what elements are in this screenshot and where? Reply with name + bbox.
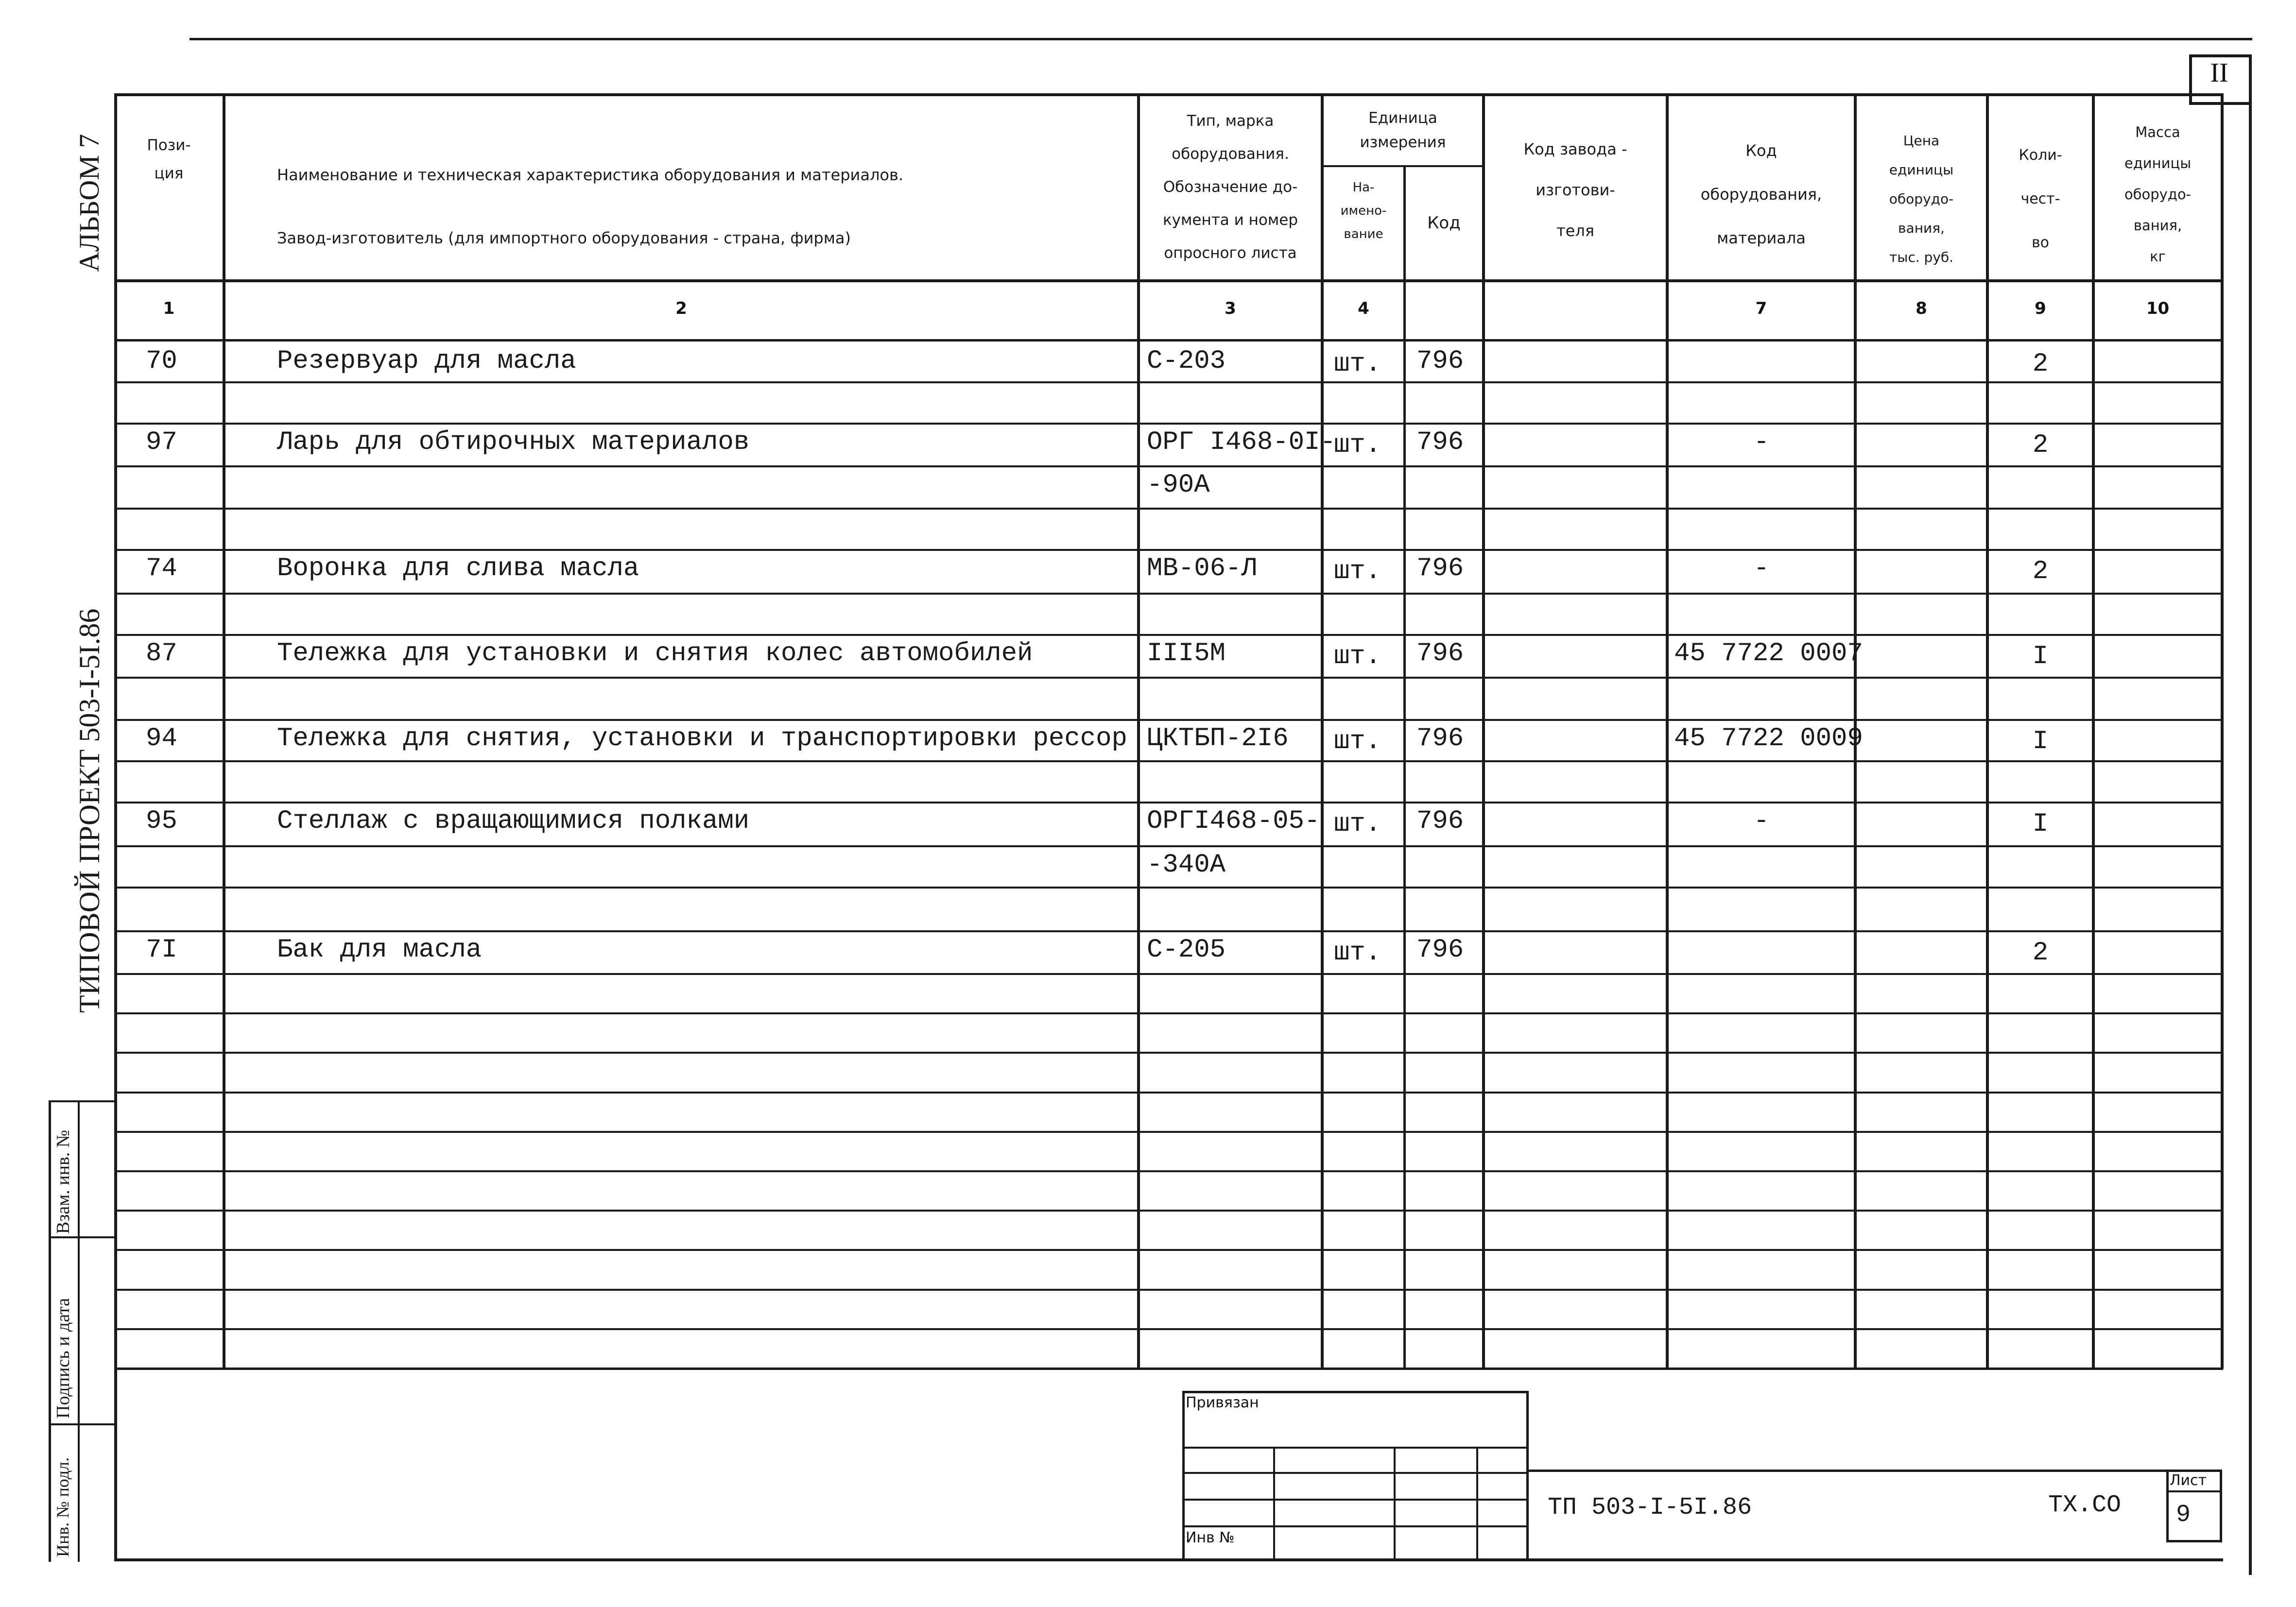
row-position: 87	[146, 639, 177, 668]
row-unit-name: шт.	[1334, 809, 1381, 839]
row-type: III5М	[1147, 639, 1226, 668]
inv-replace-label: Взам. инв. №	[53, 1129, 73, 1234]
header-price: Цена единицы оборудо- вания, тыс. руб.	[1889, 133, 1954, 265]
row-quantity: I	[2032, 727, 2049, 756]
row-unit-name: шт.	[1334, 938, 1381, 968]
privyazan-label: Привязан	[1186, 1394, 1259, 1411]
row-line	[114, 1249, 2223, 1251]
privyazan-v3	[1476, 1447, 1478, 1558]
header-unit: Единица измерения	[1360, 109, 1446, 151]
colnum-3: 3	[1225, 299, 1236, 318]
row-name: Бак для масла	[277, 935, 482, 965]
row-line	[114, 930, 2223, 932]
doc-suffix: ТХ.СО	[2048, 1491, 2122, 1519]
header-quantity: Коли- чест- во	[2019, 147, 2062, 251]
header-mass: Масса единицы оборудо- вания, кг	[2124, 124, 2192, 265]
header-type: Тип, марка оборудования. Обозначение до- кумента и номер опросного листа	[1162, 112, 1298, 262]
inv-no-label: Инв №	[1186, 1529, 1235, 1546]
row-equipment-code: -	[1753, 806, 1770, 836]
colnum-9: 9	[2035, 299, 2046, 318]
row-line	[114, 802, 2223, 804]
row-line	[114, 423, 2223, 425]
row-line	[114, 760, 2223, 762]
row-unit-name: шт.	[1334, 430, 1381, 460]
row-line	[114, 593, 2223, 595]
row-equipment-code: -	[1753, 554, 1770, 583]
sheet-label: Лист	[2170, 1472, 2207, 1489]
row-name: Стеллаж с вращающимися полками	[277, 806, 750, 836]
row-quantity: 2	[2032, 430, 2049, 460]
row-unit-code: 796	[1416, 427, 1464, 457]
inv-orig-label: Инв. № подл.	[53, 1457, 72, 1557]
docbox-top	[1529, 1470, 2222, 1472]
row-quantity: 2	[2032, 938, 2049, 968]
row-type: ОРГI468-05-	[1147, 806, 1320, 836]
row-quantity: 2	[2032, 557, 2049, 586]
row-name: Тележка для снятия, установки и транспортировки рессор	[277, 724, 1127, 753]
sign-date-label: Подпись и дата	[53, 1298, 73, 1419]
row-quantity: I	[2032, 642, 2049, 671]
row-line	[114, 719, 2223, 721]
colnum-10: 10	[2146, 299, 2170, 318]
colnum-2: 2	[675, 299, 687, 318]
row-type: -90А	[1147, 470, 1210, 500]
row-line	[114, 465, 2223, 467]
row-unit-name: шт.	[1334, 349, 1381, 379]
row-name: Тележка для установки и снятия колес автомобилей	[277, 639, 1033, 668]
colnum-4: 4	[1358, 299, 1369, 318]
doc-code: ТП 503-I-5I.86	[1548, 1494, 1752, 1522]
row-line	[114, 634, 2223, 636]
row-position: 70	[146, 346, 177, 376]
header-name: Наименование и техническая характеристика оборудования и материалов. Завод-изготовитель (для импортного оборудования - страна, фирма)	[277, 166, 903, 247]
row-line	[114, 1012, 2223, 1014]
row-name: Ларь для обтирочных материалов	[277, 427, 750, 457]
row-type: С-205	[1147, 935, 1226, 965]
row-unit-code: 796	[1416, 346, 1464, 376]
row-unit-code: 796	[1416, 935, 1464, 965]
row-unit-name: шт.	[1334, 727, 1381, 756]
row-line	[114, 887, 2223, 889]
row-quantity: 2	[2032, 349, 2049, 379]
row-unit-code: 796	[1416, 806, 1464, 836]
row-type: МВ-06-Л	[1147, 554, 1257, 583]
row-unit-code: 796	[1416, 639, 1464, 668]
row-unit-name: шт.	[1334, 557, 1381, 586]
row-unit-name: шт.	[1334, 642, 1381, 671]
row-line	[114, 1170, 2223, 1172]
row-type: С-203	[1147, 346, 1226, 376]
row-line	[114, 1052, 2223, 1054]
row-unit-code: 796	[1416, 554, 1464, 583]
colnum-7: 7	[1755, 299, 1767, 318]
row-line	[114, 1289, 2223, 1291]
row-line	[114, 845, 2223, 847]
album-label: АЛЬБОМ 7	[73, 134, 105, 272]
colnum-1: 1	[163, 299, 175, 318]
row-line	[114, 381, 2223, 383]
row-line	[114, 549, 2223, 551]
row-equipment-code: -	[1753, 427, 1770, 457]
row-line	[114, 1092, 2223, 1094]
sheet-number: 9	[2176, 1501, 2191, 1529]
header-unit-name: На- имено- вание	[1340, 180, 1387, 241]
header-factory-code: Код завода - изготови- теля	[1523, 140, 1627, 240]
row-position: 95	[146, 806, 177, 836]
row-line	[114, 1210, 2223, 1212]
row-type: ОРГ I468-0I-	[1147, 427, 1336, 457]
sheet-box-divider	[2166, 1490, 2222, 1492]
row-line	[114, 508, 2223, 510]
row-equipment-code: 45 7722 0007	[1674, 639, 1863, 668]
colnum-8: 8	[1916, 299, 1927, 318]
row-line	[114, 677, 2223, 679]
row-quantity: I	[2032, 809, 2049, 839]
privyazan-v1	[1273, 1447, 1275, 1558]
row-unit-code: 796	[1416, 724, 1464, 753]
sheet-marker: II	[2210, 58, 2228, 88]
project-label: ТИПОВОЙ ПРОЕКТ 503-I-5I.86	[73, 608, 105, 1013]
header-position: Пози- ция	[147, 137, 191, 182]
row-position: 74	[146, 554, 177, 583]
row-type: -340А	[1147, 850, 1226, 880]
row-name: Воронка для слива масла	[277, 554, 639, 583]
row-type: ЦКТБП-2I6	[1147, 724, 1289, 753]
row-line	[114, 973, 2223, 975]
header-equipment-code: Код оборудования, материала	[1700, 141, 1822, 247]
row-position: 97	[146, 427, 177, 457]
row-position: 94	[146, 724, 177, 753]
row-name: Резервуар для масла	[277, 346, 576, 376]
row-line	[114, 1131, 2223, 1133]
row-equipment-code: 45 7722 0009	[1674, 724, 1863, 753]
row-line	[114, 1328, 2223, 1330]
row-position: 7I	[146, 935, 177, 965]
header-unit-code: Код	[1427, 213, 1461, 233]
privyazan-v2	[1394, 1447, 1396, 1558]
